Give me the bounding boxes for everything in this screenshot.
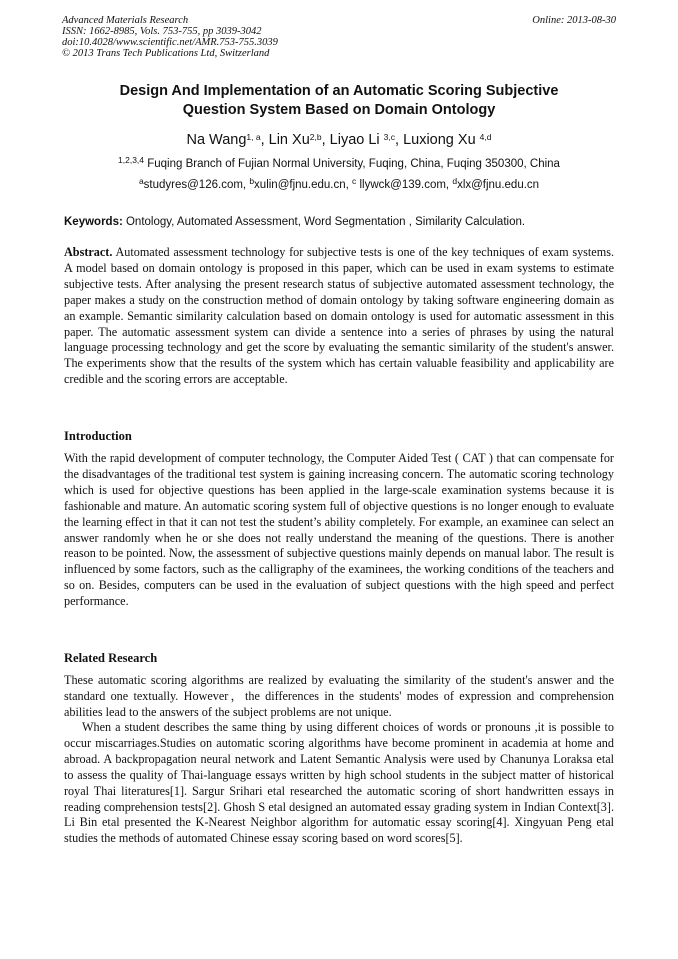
email-sup: a — [138, 175, 144, 186]
author-list: Na Wang$^{1, a}$, Lin Xu$^{2,b}$, Liyao Li $^{3,c}$, Luxiong Xu $^{4,d}$ — [186, 131, 492, 148]
email-address: xlx@fjnu.edu.cn — [457, 179, 540, 191]
affiliation-sup: 1,2,3,4 — [118, 154, 145, 165]
author-name: Luxiong Xu — [403, 132, 480, 148]
affiliation-text: Fuqing Branch of Fujian Normal University, Fuqing, China, Fuqing 350300, China — [144, 158, 560, 170]
affiliation — [62, 155, 616, 173]
related-paragraph-1: These automatic scoring algorithms are realized by evaluating the similarity of the student's answer and the standard one textually. However，the differences in the students' modes of expression and comprehension abilities lead to the answers of the subject problems are not unique. — [64, 673, 614, 719]
abstract-label: Abstract. — [64, 245, 113, 259]
email-list — [62, 176, 616, 194]
email-address: llywck@139.com, — [356, 179, 453, 191]
keywords-label: Keywords: — [64, 216, 123, 228]
keywords — [64, 214, 616, 230]
author-affil-sup: 1, a — [246, 131, 261, 142]
author-name: Na Wang — [186, 132, 247, 148]
author-name: Lin Xu — [268, 132, 310, 148]
email-sup: b — [249, 175, 255, 186]
journal-name: Advanced Materials Research — [62, 15, 189, 26]
title-line-2: Question System Based on Domain Ontology — [182, 102, 496, 118]
doi-line: doi:10.4028/www.scientific.net/AMR.753-755.3039 — [62, 37, 278, 48]
issn-line: ISSN: 1662-8985, Vols. 753-755, pp 3039-3042 — [62, 26, 262, 37]
introduction-paragraph: With the rapid development of computer technology, the Computer Aided Test ( CAT ) that can compensate for the disadvantages of the traditional test system is gaining increasing concern. The automatic scoring technology which is used for objective questions has been applied in the large-scale examination systems because it is fashionable and mature. An automatic scoring system full of objective questions is no longer enough to evaluate the learning effect in that it can not test the student’s ability completely. For example, an examinee can select an answer randomly when he or she does not really understand the meaning of the questions. There is another reason to be pointed. Now, the assessment of subjective questions mainly depends on manual labor. The result is influenced by some factors, such as the calligraphy of the examinees, the working conditions of the teachers and so on. Besides, computers can be used in the evaluation of subject questions with the high speed and perfect performance. — [64, 451, 614, 609]
related-paragraph-2: When a student describes the same thing by using different choices of words or pronouns ,it is possible to occur miscarriages.Studies on automatic scoring algorithms have become prominent in academia at home and abroad. A backpropagation neural network and Latent Semantic Analysis were used by Chanunya Loraksa etal to assess the quality of Thai-language essays written by high school students in the subject matter of historical royal Thai literatures[1]. Sargur Srihari etal researched the automatic scoring of short handwritten essays in reading comprehension tests[2]. Ghosh S etal designed an automated essay grading system in Indian Context[3]. Li Bin etal presented the K-Nearest Neighbor algorithm for automatic essay scoring[4]. Xingyuan Peng etal studies the methods of automated Chinese essay scoring based on word scores[5]. — [64, 720, 614, 846]
author-name: Liyao Li — [329, 132, 384, 148]
email-sup: c — [352, 175, 357, 186]
abstract-paragraph — [64, 245, 614, 388]
email-address: xulin@fjnu.edu.cn, — [254, 179, 353, 191]
title-line-1: Design And Implementation of an Automatic Scoring Subjective — [119, 83, 559, 99]
keywords-text: Ontology, Automated Assessment, Word Segmentation , Similarity Calculation. — [122, 216, 526, 228]
abstract-text: Automated assessment technology for subjective tests is one of the key techniques of exam systems. A model based on domain ontology is proposed in this paper, which can be used in exam systems to estimate subjective tests. After analysing the present research status of subjective automated assessment technology, the paper makes a study on the construction method of domain ontology by taking software engineering domain as an example. Semantic similarity calculation based on domain ontology is used for automatic assessment in this paper. The automatic assessment system can divide a sentence into a series of phrases by using the natural language processing technology and get the score by evaluating the semantic similarity of the student's answer. The experiments show that the results of the system which has certain valuable feasibility and applicability are credible and the scoring errors are acceptable. — [64, 245, 614, 387]
introduction-heading: Introduction — [64, 429, 132, 443]
journal-header — [62, 15, 616, 59]
related-research-heading: Related Research — [64, 651, 158, 665]
author-affil-sup: 4,d — [479, 131, 492, 142]
email-sup: d — [452, 175, 458, 186]
paper-title — [62, 82, 616, 120]
author-affil-sup: 2,b — [309, 131, 322, 142]
email-address: studyres@126.com, — [143, 179, 250, 191]
online-date: Online: 2013-08-30 — [532, 15, 616, 26]
author-affil-sup: 3,c — [383, 131, 396, 142]
copyright-line: © 2013 Trans Tech Publications Ltd, Switzerland — [62, 48, 270, 59]
